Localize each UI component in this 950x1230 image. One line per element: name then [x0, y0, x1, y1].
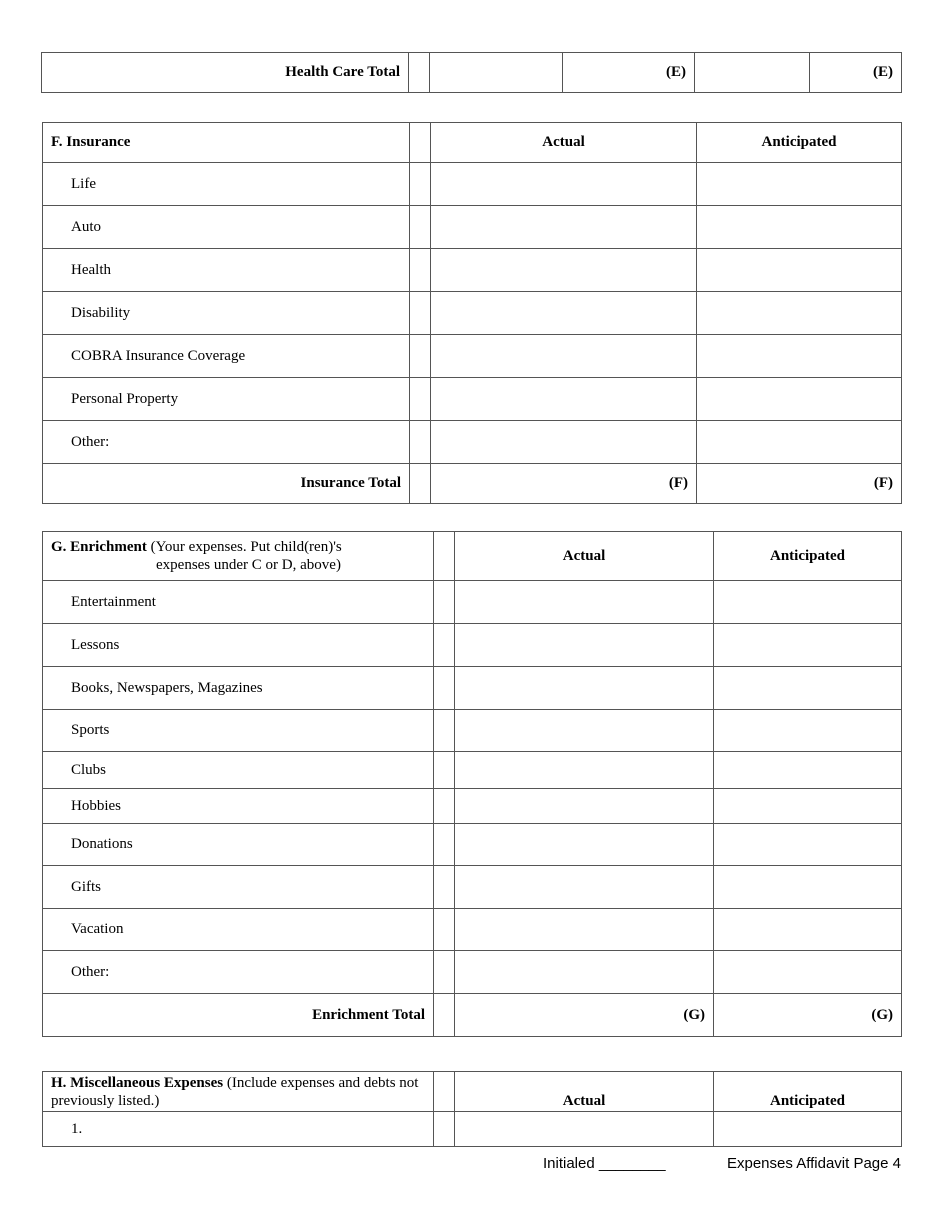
enrichment-gifts-actual-field[interactable] — [455, 866, 714, 909]
enrichment-other-anticipated-field[interactable] — [714, 951, 902, 994]
row-spacer — [410, 378, 431, 421]
enrichment-row-label: Gifts — [43, 866, 434, 909]
misc-header — [43, 1072, 434, 1112]
row-spacer — [434, 624, 455, 667]
row-spacer — [434, 789, 455, 824]
enrichment-total-label: Enrichment Total — [43, 994, 434, 1037]
enrichment-clubs-actual-field[interactable] — [455, 752, 714, 789]
insurance-row-label: Health — [43, 249, 410, 292]
insurance-other-anticipated-field[interactable] — [697, 421, 902, 464]
enrichment-note-line2: expenses under C or D, above) — [156, 557, 341, 573]
insurance-disability-actual-field[interactable] — [431, 292, 697, 335]
misc-note: (Include expenses and debts not previously listed.) — [51, 1074, 419, 1109]
enrichment-other-actual-field[interactable] — [455, 951, 714, 994]
enrichment-sports-anticipated-field[interactable] — [714, 710, 902, 752]
enrichment-entertainment-anticipated-field[interactable] — [714, 581, 902, 624]
enrichment-donations-actual-field[interactable] — [455, 824, 714, 866]
enrichment-books-actual-field[interactable] — [455, 667, 714, 710]
row-spacer — [434, 824, 455, 866]
misc-title: H. Miscellaneous Expenses — [51, 1074, 224, 1091]
enrichment-row-label: Sports — [43, 710, 434, 752]
misc-table — [42, 1071, 902, 1147]
misc-item1-anticipated-field[interactable] — [714, 1112, 902, 1147]
insurance-total-actual-field[interactable]: (F) — [431, 464, 697, 504]
misc-col-actual: Actual — [455, 1072, 714, 1112]
enrichment-hobbies-actual-field[interactable] — [455, 789, 714, 824]
enrichment-row-label: Hobbies — [43, 789, 434, 824]
insurance-total-label: Insurance Total — [43, 464, 410, 504]
insurance-cobra-actual-field[interactable] — [431, 335, 697, 378]
insurance-row-label: Personal Property — [43, 378, 410, 421]
health-care-actual-marker: (E) — [563, 53, 695, 93]
row-spacer — [434, 909, 455, 951]
insurance-header-spacer — [410, 123, 431, 163]
page-label: Expenses Affidavit Page 4 — [726, 1155, 901, 1172]
enrichment-col-actual: Actual — [455, 532, 714, 581]
health-care-total-table — [41, 52, 902, 93]
insurance-property-actual-field[interactable] — [431, 378, 697, 421]
enrichment-row-label: Books, Newspapers, Magazines — [43, 667, 434, 710]
enrichment-lessons-actual-field[interactable] — [455, 624, 714, 667]
row-spacer — [434, 752, 455, 789]
enrichment-clubs-anticipated-field[interactable] — [714, 752, 902, 789]
row-spacer — [410, 421, 431, 464]
insurance-row-label: Disability — [43, 292, 410, 335]
insurance-table — [42, 122, 902, 504]
enrichment-sports-actual-field[interactable] — [455, 710, 714, 752]
insurance-row-label: Life — [43, 163, 410, 206]
misc-header-spacer — [434, 1072, 455, 1112]
insurance-auto-anticipated-field[interactable] — [697, 206, 902, 249]
health-care-total-label: Health Care Total — [42, 53, 409, 93]
misc-row-label: 1. — [43, 1112, 434, 1147]
enrichment-vacation-anticipated-field[interactable] — [714, 909, 902, 951]
insurance-property-anticipated-field[interactable] — [697, 378, 902, 421]
enrichment-row-label: Donations — [43, 824, 434, 866]
insurance-disability-anticipated-field[interactable] — [697, 292, 902, 335]
enrichment-row-label: Vacation — [43, 909, 434, 951]
insurance-col-anticipated: Anticipated — [697, 123, 902, 163]
enrichment-header — [43, 532, 434, 581]
row-spacer — [434, 866, 455, 909]
row-spacer — [410, 163, 431, 206]
insurance-other-actual-field[interactable] — [431, 421, 697, 464]
enrichment-row-label: Lessons — [43, 624, 434, 667]
row-spacer — [410, 249, 431, 292]
insurance-col-actual: Actual — [431, 123, 697, 163]
insurance-cobra-anticipated-field[interactable] — [697, 335, 902, 378]
health-care-actual-field[interactable] — [430, 53, 563, 93]
enrichment-entertainment-actual-field[interactable] — [455, 581, 714, 624]
insurance-auto-actual-field[interactable] — [431, 206, 697, 249]
enrichment-col-anticipated: Anticipated — [714, 532, 902, 581]
insurance-life-actual-field[interactable] — [431, 163, 697, 206]
enrichment-title: G. Enrichment — [51, 539, 147, 555]
enrichment-note-line1: (Your expenses. Put child(ren)'s — [146, 539, 342, 555]
insurance-row-label: Auto — [43, 206, 410, 249]
row-spacer — [410, 206, 431, 249]
enrichment-table — [42, 531, 902, 1037]
row-spacer — [434, 581, 455, 624]
insurance-life-anticipated-field[interactable] — [697, 163, 902, 206]
enrichment-total-anticipated-field[interactable]: (G) — [714, 994, 902, 1037]
enrichment-total-actual-field[interactable]: (G) — [455, 994, 714, 1037]
enrichment-row-label: Other: — [43, 951, 434, 994]
health-care-spacer — [409, 53, 430, 93]
insurance-total-anticipated-field[interactable]: (F) — [697, 464, 902, 504]
insurance-title: F. Insurance — [43, 123, 410, 163]
row-spacer — [434, 994, 455, 1037]
insurance-row-label: COBRA Insurance Coverage — [43, 335, 410, 378]
row-spacer — [434, 951, 455, 994]
row-spacer — [434, 667, 455, 710]
health-care-anticipated-marker: (E) — [810, 53, 902, 93]
enrichment-books-anticipated-field[interactable] — [714, 667, 902, 710]
enrichment-hobbies-anticipated-field[interactable] — [714, 789, 902, 824]
enrichment-donations-anticipated-field[interactable] — [714, 824, 902, 866]
misc-item1-actual-field[interactable] — [455, 1112, 714, 1147]
insurance-health-anticipated-field[interactable] — [697, 249, 902, 292]
insurance-row-label: Other: — [43, 421, 410, 464]
enrichment-gifts-anticipated-field[interactable] — [714, 866, 902, 909]
enrichment-lessons-anticipated-field[interactable] — [714, 624, 902, 667]
initialed-field[interactable]: Initialed ________ — [543, 1155, 666, 1172]
enrichment-row-label: Entertainment — [43, 581, 434, 624]
row-spacer — [434, 1112, 455, 1147]
row-spacer — [434, 710, 455, 752]
enrichment-header-spacer — [434, 532, 455, 581]
insurance-health-actual-field[interactable] — [431, 249, 697, 292]
enrichment-row-label: Clubs — [43, 752, 434, 789]
row-spacer — [410, 292, 431, 335]
row-spacer — [410, 464, 431, 504]
row-spacer — [410, 335, 431, 378]
enrichment-vacation-actual-field[interactable] — [455, 909, 714, 951]
health-care-anticipated-field[interactable] — [695, 53, 810, 93]
misc-col-anticipated: Anticipated — [714, 1072, 902, 1112]
